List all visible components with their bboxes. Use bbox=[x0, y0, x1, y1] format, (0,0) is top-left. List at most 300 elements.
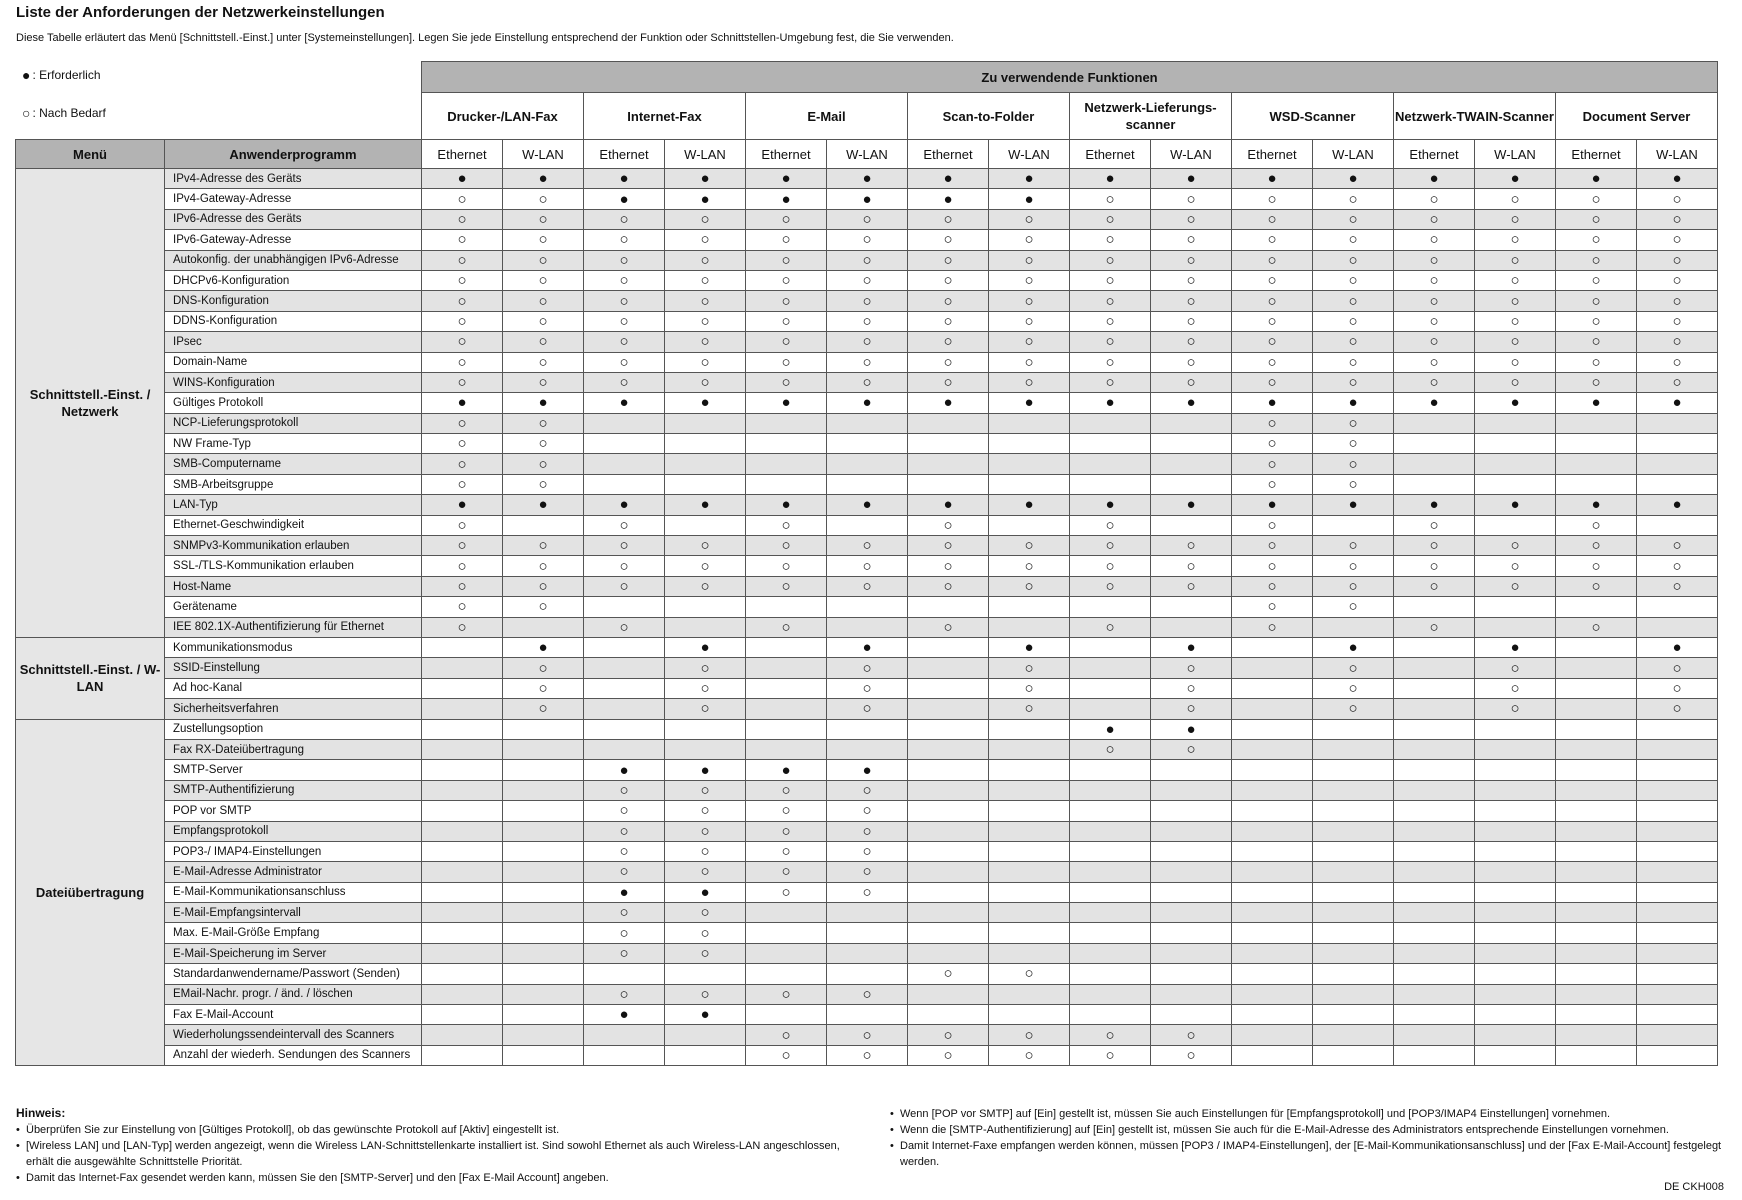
required-mark: ● bbox=[584, 1005, 665, 1025]
table-row bbox=[16, 230, 1718, 250]
optional-mark: ○ bbox=[1556, 576, 1637, 596]
empty-cell bbox=[422, 841, 503, 861]
optional-mark: ○ bbox=[1232, 230, 1313, 250]
empty-cell bbox=[1232, 1025, 1313, 1045]
note-item: • Wenn [POP vor SMTP] auf [Ein] gestellt ist, müssen Sie auch Einstellungen für [Empfangsprotokoll] und [POP3/IMAP4 Einstellungen] vornehmen. bbox=[890, 1106, 1726, 1122]
table-row bbox=[16, 739, 1718, 759]
optional-mark: ○ bbox=[1232, 352, 1313, 372]
optional-mark: ○ bbox=[989, 352, 1070, 372]
optional-mark: ○ bbox=[503, 250, 584, 270]
empty-cell bbox=[1070, 678, 1151, 698]
program-cell: WINS-Konfiguration bbox=[165, 372, 422, 392]
required-mark: ● bbox=[584, 169, 665, 189]
table-row bbox=[16, 454, 1718, 474]
optional-mark: ○ bbox=[827, 1045, 908, 1065]
required-mark: ● bbox=[908, 189, 989, 209]
table-row bbox=[16, 474, 1718, 494]
empty-cell bbox=[1232, 678, 1313, 698]
optional-mark: ○ bbox=[1232, 536, 1313, 556]
optional-mark: ○ bbox=[1313, 230, 1394, 250]
optional-mark: ○ bbox=[1151, 699, 1232, 719]
empty-cell bbox=[1070, 760, 1151, 780]
empty-cell bbox=[1070, 943, 1151, 963]
empty-cell bbox=[1556, 434, 1637, 454]
optional-mark: ○ bbox=[1232, 332, 1313, 352]
optional-mark: ○ bbox=[989, 372, 1070, 392]
empty-cell bbox=[989, 984, 1070, 1004]
empty-cell bbox=[908, 862, 989, 882]
empty-cell bbox=[746, 739, 827, 759]
required-mark: ● bbox=[584, 760, 665, 780]
empty-cell bbox=[584, 474, 665, 494]
empty-cell bbox=[908, 413, 989, 433]
empty-cell bbox=[1556, 1045, 1637, 1065]
optional-mark: ○ bbox=[1637, 189, 1718, 209]
empty-cell bbox=[908, 923, 989, 943]
empty-cell bbox=[1394, 943, 1475, 963]
empty-cell bbox=[746, 454, 827, 474]
program-cell: SSID-Einstellung bbox=[165, 658, 422, 678]
empty-cell bbox=[1151, 943, 1232, 963]
required-mark: ● bbox=[422, 495, 503, 515]
optional-mark: ○ bbox=[1232, 250, 1313, 270]
empty-cell bbox=[503, 964, 584, 984]
table-row bbox=[16, 719, 1718, 739]
notes-left bbox=[16, 1122, 858, 1186]
optional-mark: ○ bbox=[584, 515, 665, 535]
optional-mark: ○ bbox=[989, 291, 1070, 311]
filled-circle-icon: ● bbox=[22, 67, 31, 83]
table-row bbox=[16, 801, 1718, 821]
empty-cell bbox=[665, 617, 746, 637]
empty-cell bbox=[908, 678, 989, 698]
table-row bbox=[16, 841, 1718, 861]
required-mark: ● bbox=[827, 189, 908, 209]
optional-mark: ○ bbox=[1232, 372, 1313, 392]
required-mark: ● bbox=[1151, 719, 1232, 739]
empty-cell bbox=[1556, 943, 1637, 963]
optional-mark: ○ bbox=[1637, 250, 1718, 270]
empty-cell bbox=[503, 515, 584, 535]
empty-cell bbox=[503, 801, 584, 821]
optional-mark: ○ bbox=[1070, 739, 1151, 759]
empty-cell bbox=[1313, 841, 1394, 861]
required-mark: ● bbox=[989, 393, 1070, 413]
empty-cell bbox=[746, 943, 827, 963]
requirements-table bbox=[15, 61, 1718, 1066]
optional-mark: ○ bbox=[908, 1045, 989, 1065]
required-mark: ● bbox=[665, 882, 746, 902]
optional-mark: ○ bbox=[908, 1025, 989, 1045]
optional-mark: ○ bbox=[908, 352, 989, 372]
empty-cell bbox=[827, 923, 908, 943]
required-mark: ● bbox=[827, 495, 908, 515]
empty-cell bbox=[746, 637, 827, 657]
optional-mark: ○ bbox=[1070, 576, 1151, 596]
empty-cell bbox=[1151, 617, 1232, 637]
empty-cell bbox=[1556, 678, 1637, 698]
empty-cell bbox=[584, 964, 665, 984]
empty-cell bbox=[1556, 882, 1637, 902]
optional-mark: ○ bbox=[746, 862, 827, 882]
empty-cell bbox=[827, 964, 908, 984]
empty-cell bbox=[422, 1045, 503, 1065]
optional-mark: ○ bbox=[1637, 311, 1718, 331]
program-cell: Domain-Name bbox=[165, 352, 422, 372]
empty-cell bbox=[1475, 617, 1556, 637]
empty-cell bbox=[584, 434, 665, 454]
empty-cell bbox=[1475, 862, 1556, 882]
empty-cell bbox=[584, 413, 665, 433]
empty-cell bbox=[908, 841, 989, 861]
empty-cell bbox=[1313, 943, 1394, 963]
empty-cell bbox=[1070, 903, 1151, 923]
empty-cell bbox=[1394, 882, 1475, 902]
empty-cell bbox=[1313, 739, 1394, 759]
table-row bbox=[16, 984, 1718, 1004]
empty-cell bbox=[1637, 821, 1718, 841]
optional-mark: ○ bbox=[908, 209, 989, 229]
optional-mark: ○ bbox=[827, 882, 908, 902]
empty-cell bbox=[827, 474, 908, 494]
empty-cell bbox=[989, 413, 1070, 433]
empty-cell bbox=[1313, 760, 1394, 780]
optional-mark: ○ bbox=[827, 576, 908, 596]
empty-cell bbox=[908, 1005, 989, 1025]
interface-header: W-LAN bbox=[665, 140, 746, 169]
function-header: Netzwerk-TWAIN-Scanner bbox=[1394, 93, 1556, 140]
optional-mark: ○ bbox=[746, 821, 827, 841]
empty-cell bbox=[908, 780, 989, 800]
optional-mark: ○ bbox=[1151, 189, 1232, 209]
optional-mark: ○ bbox=[584, 576, 665, 596]
empty-cell bbox=[1313, 903, 1394, 923]
empty-cell bbox=[1394, 474, 1475, 494]
empty-cell bbox=[1556, 801, 1637, 821]
table-row bbox=[16, 576, 1718, 596]
table-row bbox=[16, 699, 1718, 719]
optional-mark: ○ bbox=[1151, 678, 1232, 698]
menu-cell: Dateiübertragung bbox=[16, 719, 165, 1066]
empty-cell bbox=[1151, 760, 1232, 780]
empty-cell bbox=[1394, 434, 1475, 454]
optional-mark: ○ bbox=[1232, 434, 1313, 454]
empty-cell bbox=[908, 434, 989, 454]
optional-mark: ○ bbox=[1151, 352, 1232, 372]
empty-cell bbox=[1637, 923, 1718, 943]
empty-cell bbox=[989, 780, 1070, 800]
empty-cell bbox=[1151, 1005, 1232, 1025]
empty-cell bbox=[1394, 699, 1475, 719]
optional-mark: ○ bbox=[746, 841, 827, 861]
function-header: Drucker-/LAN-Fax bbox=[422, 93, 584, 140]
empty-cell bbox=[1637, 801, 1718, 821]
empty-cell bbox=[1475, 1045, 1556, 1065]
empty-cell bbox=[503, 841, 584, 861]
empty-cell bbox=[665, 1025, 746, 1045]
empty-cell bbox=[1394, 1005, 1475, 1025]
program-cell: EMail-Nachr. progr. / änd. / löschen bbox=[165, 984, 422, 1004]
empty-cell bbox=[1151, 964, 1232, 984]
empty-cell bbox=[1313, 862, 1394, 882]
empty-cell bbox=[908, 719, 989, 739]
required-mark: ● bbox=[665, 1005, 746, 1025]
optional-mark: ○ bbox=[989, 699, 1070, 719]
required-mark: ● bbox=[908, 393, 989, 413]
optional-mark: ○ bbox=[1556, 556, 1637, 576]
empty-cell bbox=[1475, 984, 1556, 1004]
empty-cell bbox=[1070, 454, 1151, 474]
optional-mark: ○ bbox=[584, 841, 665, 861]
optional-mark: ○ bbox=[584, 923, 665, 943]
optional-mark: ○ bbox=[503, 352, 584, 372]
interface-header: Ethernet bbox=[584, 140, 665, 169]
empty-cell bbox=[908, 637, 989, 657]
function-header: WSD-Scanner bbox=[1232, 93, 1394, 140]
empty-cell bbox=[908, 474, 989, 494]
empty-cell bbox=[989, 739, 1070, 759]
empty-cell bbox=[989, 515, 1070, 535]
optional-mark: ○ bbox=[1313, 209, 1394, 229]
optional-mark: ○ bbox=[989, 230, 1070, 250]
optional-mark: ○ bbox=[827, 372, 908, 392]
optional-mark: ○ bbox=[584, 617, 665, 637]
optional-mark: ○ bbox=[746, 617, 827, 637]
empty-cell bbox=[665, 739, 746, 759]
program-cell: Standardanwendername/Passwort (Senden) bbox=[165, 964, 422, 984]
empty-cell bbox=[1556, 780, 1637, 800]
optional-mark: ○ bbox=[908, 291, 989, 311]
optional-mark: ○ bbox=[1556, 250, 1637, 270]
optional-mark: ○ bbox=[584, 250, 665, 270]
optional-mark: ○ bbox=[1637, 270, 1718, 290]
open-circle-icon: ○ bbox=[22, 105, 31, 121]
program-cell: DHCPv6-Konfiguration bbox=[165, 270, 422, 290]
table-row bbox=[16, 189, 1718, 209]
empty-cell bbox=[1232, 780, 1313, 800]
empty-cell bbox=[1475, 821, 1556, 841]
optional-mark: ○ bbox=[1313, 678, 1394, 698]
optional-mark: ○ bbox=[989, 576, 1070, 596]
required-mark: ● bbox=[827, 637, 908, 657]
optional-mark: ○ bbox=[1394, 209, 1475, 229]
empty-cell bbox=[827, 617, 908, 637]
optional-mark: ○ bbox=[1556, 230, 1637, 250]
empty-cell bbox=[1394, 760, 1475, 780]
empty-cell bbox=[584, 597, 665, 617]
table-row bbox=[16, 372, 1718, 392]
program-cell: Empfangsprotokoll bbox=[165, 821, 422, 841]
empty-cell bbox=[746, 678, 827, 698]
optional-mark: ○ bbox=[584, 780, 665, 800]
optional-mark: ○ bbox=[503, 332, 584, 352]
optional-mark: ○ bbox=[989, 536, 1070, 556]
empty-cell bbox=[1475, 739, 1556, 759]
required-mark: ● bbox=[1637, 637, 1718, 657]
empty-cell bbox=[422, 923, 503, 943]
required-mark: ● bbox=[827, 169, 908, 189]
table-row bbox=[16, 760, 1718, 780]
empty-cell bbox=[1313, 617, 1394, 637]
optional-mark: ○ bbox=[746, 209, 827, 229]
empty-cell bbox=[1151, 474, 1232, 494]
empty-cell bbox=[1556, 984, 1637, 1004]
program-cell: SMB-Arbeitsgruppe bbox=[165, 474, 422, 494]
empty-cell bbox=[1556, 760, 1637, 780]
optional-mark: ○ bbox=[1070, 291, 1151, 311]
required-mark: ● bbox=[422, 169, 503, 189]
optional-mark: ○ bbox=[1637, 576, 1718, 596]
table-row bbox=[16, 862, 1718, 882]
optional-mark: ○ bbox=[422, 617, 503, 637]
optional-mark: ○ bbox=[989, 678, 1070, 698]
document-code: DE CKH008 bbox=[1664, 1181, 1724, 1193]
program-cell: Wiederholungssendeintervall des Scanners bbox=[165, 1025, 422, 1045]
empty-cell bbox=[1475, 780, 1556, 800]
optional-mark: ○ bbox=[1475, 556, 1556, 576]
optional-mark: ○ bbox=[1070, 352, 1151, 372]
optional-mark: ○ bbox=[665, 699, 746, 719]
program-cell: IPsec bbox=[165, 332, 422, 352]
required-mark: ● bbox=[1475, 637, 1556, 657]
optional-mark: ○ bbox=[1313, 332, 1394, 352]
optional-mark: ○ bbox=[584, 230, 665, 250]
empty-cell bbox=[989, 841, 1070, 861]
empty-cell bbox=[1394, 964, 1475, 984]
empty-cell bbox=[1637, 984, 1718, 1004]
optional-mark: ○ bbox=[422, 332, 503, 352]
empty-cell bbox=[1151, 780, 1232, 800]
optional-mark: ○ bbox=[746, 882, 827, 902]
empty-cell bbox=[1556, 739, 1637, 759]
optional-mark: ○ bbox=[503, 556, 584, 576]
optional-mark: ○ bbox=[827, 536, 908, 556]
empty-cell bbox=[1232, 882, 1313, 902]
empty-cell bbox=[1394, 801, 1475, 821]
empty-cell bbox=[1475, 760, 1556, 780]
program-cell: Zustellungsoption bbox=[165, 719, 422, 739]
optional-mark: ○ bbox=[1070, 515, 1151, 535]
interface-header: Ethernet bbox=[422, 140, 503, 169]
optional-mark: ○ bbox=[1394, 332, 1475, 352]
optional-mark: ○ bbox=[908, 617, 989, 637]
program-header: Anwenderprogramm bbox=[165, 140, 422, 169]
table-row bbox=[16, 556, 1718, 576]
program-cell: POP3-/ IMAP4-Einstellungen bbox=[165, 841, 422, 861]
optional-mark: ○ bbox=[1070, 332, 1151, 352]
empty-cell bbox=[1232, 903, 1313, 923]
optional-mark: ○ bbox=[1556, 291, 1637, 311]
empty-cell bbox=[908, 739, 989, 759]
optional-mark: ○ bbox=[1313, 576, 1394, 596]
empty-cell bbox=[746, 903, 827, 923]
table-row bbox=[16, 617, 1718, 637]
optional-mark: ○ bbox=[422, 597, 503, 617]
optional-mark: ○ bbox=[1313, 658, 1394, 678]
optional-mark: ○ bbox=[1556, 332, 1637, 352]
program-cell: Max. E-Mail-Größe Empfang bbox=[165, 923, 422, 943]
table-row bbox=[16, 678, 1718, 698]
empty-cell bbox=[1232, 841, 1313, 861]
empty-cell bbox=[1394, 413, 1475, 433]
optional-mark: ○ bbox=[827, 209, 908, 229]
table-row bbox=[16, 291, 1718, 311]
empty-cell bbox=[1232, 964, 1313, 984]
empty-cell bbox=[989, 1005, 1070, 1025]
empty-cell bbox=[1394, 719, 1475, 739]
required-mark: ● bbox=[1394, 169, 1475, 189]
optional-mark: ○ bbox=[1151, 209, 1232, 229]
empty-cell bbox=[827, 515, 908, 535]
program-cell: SNMPv3-Kommunikation erlauben bbox=[165, 536, 422, 556]
empty-cell bbox=[1637, 760, 1718, 780]
empty-cell bbox=[422, 1025, 503, 1045]
empty-cell bbox=[1232, 739, 1313, 759]
optional-mark: ○ bbox=[908, 250, 989, 270]
optional-mark: ○ bbox=[1151, 311, 1232, 331]
optional-mark: ○ bbox=[908, 556, 989, 576]
empty-cell bbox=[1637, 719, 1718, 739]
program-cell: E-Mail-Adresse Administrator bbox=[165, 862, 422, 882]
optional-mark: ○ bbox=[422, 311, 503, 331]
optional-mark: ○ bbox=[503, 576, 584, 596]
empty-cell bbox=[746, 413, 827, 433]
optional-mark: ○ bbox=[584, 903, 665, 923]
optional-mark: ○ bbox=[1556, 189, 1637, 209]
optional-mark: ○ bbox=[1556, 536, 1637, 556]
optional-mark: ○ bbox=[1313, 454, 1394, 474]
optional-mark: ○ bbox=[1637, 658, 1718, 678]
empty-cell bbox=[827, 739, 908, 759]
empty-cell bbox=[1070, 780, 1151, 800]
empty-cell bbox=[989, 719, 1070, 739]
required-mark: ● bbox=[503, 637, 584, 657]
optional-mark: ○ bbox=[746, 801, 827, 821]
empty-cell bbox=[1637, 617, 1718, 637]
optional-mark: ○ bbox=[1637, 352, 1718, 372]
optional-mark: ○ bbox=[746, 332, 827, 352]
optional-mark: ○ bbox=[746, 352, 827, 372]
optional-mark: ○ bbox=[746, 1045, 827, 1065]
empty-cell bbox=[584, 678, 665, 698]
empty-cell bbox=[908, 821, 989, 841]
empty-cell bbox=[1070, 821, 1151, 841]
empty-cell bbox=[665, 1045, 746, 1065]
required-mark: ● bbox=[503, 495, 584, 515]
empty-cell bbox=[1232, 801, 1313, 821]
program-cell: E-Mail-Speicherung im Server bbox=[165, 943, 422, 963]
menu-cell: Schnittstell.-Einst. / Netzwerk bbox=[16, 169, 165, 638]
required-mark: ● bbox=[1070, 719, 1151, 739]
optional-mark: ○ bbox=[1313, 250, 1394, 270]
functions-header: Zu verwendende Funktionen bbox=[422, 62, 1718, 93]
program-cell: DNS-Konfiguration bbox=[165, 291, 422, 311]
optional-mark: ○ bbox=[746, 536, 827, 556]
empty-cell bbox=[1070, 474, 1151, 494]
empty-cell bbox=[989, 862, 1070, 882]
program-cell: IPv4-Adresse des Geräts bbox=[165, 169, 422, 189]
optional-mark: ○ bbox=[989, 658, 1070, 678]
optional-mark: ○ bbox=[1313, 270, 1394, 290]
empty-cell bbox=[1556, 719, 1637, 739]
required-mark: ● bbox=[503, 169, 584, 189]
empty-cell bbox=[503, 1025, 584, 1045]
optional-mark: ○ bbox=[1637, 372, 1718, 392]
optional-mark: ○ bbox=[1475, 311, 1556, 331]
optional-mark: ○ bbox=[1394, 189, 1475, 209]
table-row bbox=[16, 332, 1718, 352]
table-row bbox=[16, 209, 1718, 229]
